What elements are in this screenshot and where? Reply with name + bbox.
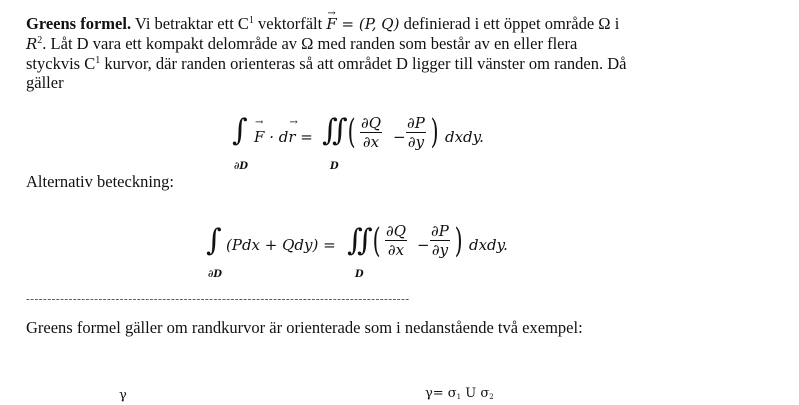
alternative-label: Alternativ beteckning:	[26, 172, 174, 191]
formula1-integral-sub: ∂D	[234, 161, 249, 172]
line-integral-sign: ∫	[232, 113, 248, 148]
intro-line2-r: R	[26, 35, 38, 53]
field-definition: → F = (P, Q)	[326, 15, 399, 33]
intro-text-3: definierad i ett öppet område Ω i	[399, 14, 620, 33]
double-integral-sign: ∬	[322, 113, 348, 148]
formula1-tail: dxdy.	[445, 128, 484, 146]
intro-line4: gäller	[26, 73, 64, 92]
formula2-frac-2: $\frac{\partial P}{\partial y}$	[431, 222, 449, 259]
formula1-lparen: (	[347, 112, 356, 152]
formula2-integral-sub: ∂D	[208, 269, 223, 280]
intro-line2-text: . Låt D vara ett kompakt delområde av Ω med randen som består av en eller flera	[42, 34, 578, 53]
intro-text-2: vektorfält	[253, 14, 327, 33]
formula2-rparen: )	[454, 221, 463, 261]
intro-line3-sup: 1	[95, 55, 101, 66]
intro-text-1: Vi betraktar ett C	[131, 14, 249, 33]
formula1-minus: −	[393, 128, 406, 146]
closing-sentence: Greens formel gäller om randkurvor är orienterade som i nedanstående två exempel:	[26, 318, 583, 337]
formula1-double-sub: D	[330, 161, 339, 172]
example-left-label: γ	[119, 388, 127, 403]
formula1-lhs: → F · d→ r =	[254, 128, 313, 146]
formula1-frac-1: $\frac{\partial Q}{\partial x}$	[361, 114, 382, 151]
formula1-rparen: )	[430, 112, 439, 152]
formula2-lparen: (	[372, 221, 381, 261]
intro-title: Greens formel.	[26, 14, 132, 33]
formula2-frac-1: $\frac{\partial Q}{\partial x}$	[386, 222, 407, 259]
example-right-label: γ= σ1 U σ2	[425, 386, 494, 401]
formula2-lhs: (Pdx + Qdy) =	[226, 236, 336, 254]
line-integral-sign-2: ∫	[206, 223, 222, 258]
separator-line: ------------------------------------------------------------------------------------------	[26, 293, 410, 305]
formula2-minus: −	[417, 236, 430, 254]
intro-paragraph	[26, 14, 726, 92]
intro-line2-sup: 2	[37, 35, 43, 46]
formula2-double-sub: D	[355, 269, 364, 280]
formula2-tail: dxdy.	[469, 236, 508, 254]
intro-line3-b: kurvor, där randen orienteras så att området D ligger till vänster om randen. Då	[100, 54, 627, 73]
double-integral-sign-2: ∬	[347, 223, 373, 258]
intro-line3-a: styckvis C	[26, 54, 96, 73]
formula1-frac-2: $\frac{\partial P}{\partial y}$	[407, 114, 425, 151]
intro-sup-1: 1	[248, 15, 254, 26]
